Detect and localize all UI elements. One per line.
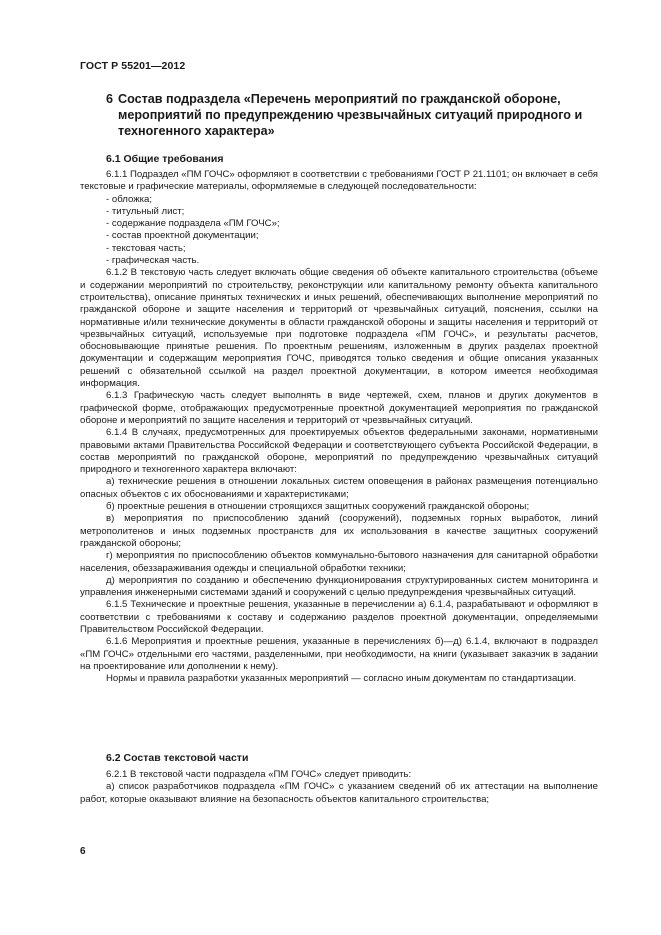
list-item: - текстовая часть; — [106, 242, 186, 254]
paragraph: а) список разработчиков подраздела «ПМ ГОЧС» с указанием сведений об их аттестации на выполнение работ, которые оказывают влияние на безопасность объектов капитального строительства; — [80, 781, 598, 805]
list-item: - графическая часть. — [106, 255, 200, 267]
list-item: - содержание подраздела «ПМ ГОЧС»; — [106, 218, 280, 230]
standard-header: ГОСТ Р 55201—2012 — [80, 60, 186, 72]
list-item: - состав проектной документации; — [106, 230, 259, 242]
subsection-6-1-body — [80, 169, 598, 685]
paragraph: 6.1.3 Графическую часть следует выполнять в виде чертежей, схем, планов и других документов в графической форме, отображающих предусмотренные проектной документацией мероприятия по гражданской обороне и мероприятий по защите населения и территорий от чрезвычайных ситуаций. — [80, 390, 598, 426]
subsection-6-2-body — [80, 769, 598, 806]
paragraph: в) мероприятия по приспособлению зданий (сооружений), подземных горных выработок, линий метрополитенов и иных подземных пространств для их использования в качестве защитных сооружений гражданской обороны; — [80, 513, 598, 549]
page-number: 6 — [80, 846, 86, 857]
list-item: - обложка; — [106, 193, 153, 205]
subsection-6-1-title: 6.1 Общие требования — [106, 153, 224, 165]
section-6-title: Состав подраздела «Перечень мероприятий по гражданской обороне, мероприятий по предупреждению чрезвычайных ситуаций природного и техногенного характера» — [118, 92, 583, 138]
paragraph: д) мероприятия по созданию и обеспечению функционирования структурированных систем мониторинга и управления инженерными системами зданий и сооружений с целью предупреждения чрезвычайных ситуаций. — [80, 574, 598, 599]
paragraph: 6.1.5 Технические и проектные решения, указанные в перечислении а) 6.1.4, разрабатывают и оформляют в соответствии с требованиями к составу и содержанию разделов проектной документации, определяемыми Правительством Российской Федерации. — [80, 599, 598, 635]
paragraph: 6.1.4 В случаях, предусмотренных для проектируемых объектов федеральными законами, нормативными правовыми актами Правительства Российской Федерации и соответствующего субъекта Российской Федерации, в состав мероприятий по гражданской обороне, мероприятий по предупреждению чрезвычайных ситуаций природного и техногенного характера включают: — [80, 427, 598, 476]
paragraph: 6.1.2 В текстовую часть следует включать общие сведения об объекте капитального строительства (объеме и содержании мероприятий по строительству, реконструкции или капитальному ремонту объекта капитального строительства), описание принятых технических и иных решений, обеспечивающих выполнение мероприятий по гражданской обороне и защите населения и территорий от чрезвычайных ситуаций, пояснения, ссылки на нормативные и/или технические документы в области гражданской обороны и защиты населения и территорий от чрезвычайных ситуаций, используемые при подготовке подраздела «ПМ ГОЧС», и результаты расчетов, обосновывающие принятые решения. По проектным решениям, изложенным в других разделах проектной документации и содержащим мероприятия ГОЧС, приводятся только сведения и общие описания указанных решений с обязательной ссылкой на раздел проектной документации, в котором имеется необходимая информация. — [80, 267, 598, 390]
paragraph: а) технические решения в отношении локальных систем оповещения в районах размещения потенциально опасных объектов с их обоснованиями и характеристиками; — [80, 476, 598, 500]
section-6-number: 6 — [106, 92, 114, 106]
list-item: - титульный лист; — [106, 205, 185, 217]
section-6-heading — [106, 91, 606, 139]
paragraph: 6.1.1 Подраздел «ПМ ГОЧС» оформляют в соответствии с требованиями ГОСТ Р 21.1101; он включает в себя текстовые и графические материалы, оформляемые в следующей последовательности: — [80, 169, 598, 193]
paragraph: 6.1.6 Мероприятия и проектные решения, указанные в перечислениях б)—д) 6.1.4, включают в подраздел «ПМ ГОЧС» отдельными его частями, разделенными, при необходимости, на книги (указывает заказчик в задании на проектирование или дополнении к нему). — [80, 636, 598, 672]
subsection-6-2-title: 6.2 Состав текстовой части — [106, 752, 249, 764]
paragraph: б) проектные решения в отношении строящихся защитных сооружений гражданской обороны; — [106, 501, 530, 513]
paragraph: 6.2.1 В текстовой части подраздела «ПМ ГОЧС» следует приводить: — [106, 769, 412, 780]
paragraph: г) мероприятия по приспособлению объектов коммунально-бытового назначения для санитарной обработки населения, обеззараживания одежды и специальной обработки техники; — [80, 550, 598, 574]
paragraph: Нормы и правила разработки указанных мероприятий — согласно иным документам по стандартизации. — [106, 673, 577, 685]
